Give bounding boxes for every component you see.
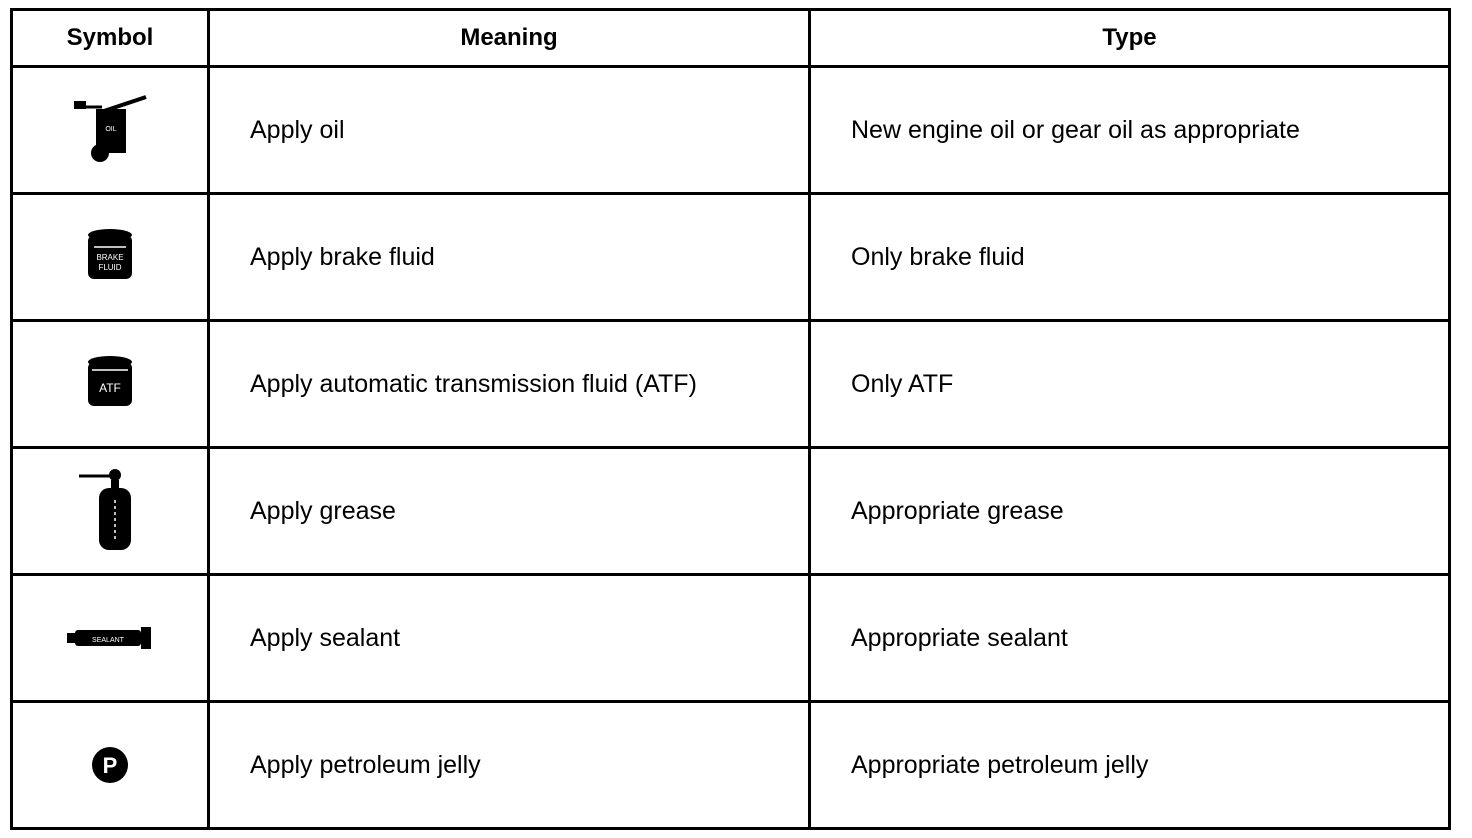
header-meaning: Meaning — [209, 10, 810, 67]
symbol-cell — [12, 702, 209, 829]
svg-text:P: P — [102, 753, 118, 778]
header-symbol: Symbol — [12, 10, 209, 67]
type-cell: Appropriate grease — [810, 448, 1450, 575]
meaning-cell: Apply brake fluid — [209, 194, 810, 321]
table-row — [12, 67, 1450, 194]
type-cell: Appropriate sealant — [810, 575, 1450, 702]
svg-text:ATF: ATF — [99, 381, 121, 395]
table-row — [12, 575, 1450, 702]
svg-text:SEALANT: SEALANT — [92, 637, 124, 644]
header-row — [12, 10, 1450, 67]
type-cell: Appropriate petroleum jelly — [810, 702, 1450, 829]
oil-can-icon — [70, 95, 150, 165]
table-row — [12, 194, 1450, 321]
type-cell: New engine oil or gear oil as appropriate — [810, 67, 1450, 194]
table-row — [12, 448, 1450, 575]
sealant-tube-icon — [65, 623, 155, 653]
grease-gun-icon — [75, 468, 145, 554]
atf-can-icon — [80, 354, 140, 414]
header-type: Type — [810, 10, 1450, 67]
brake-fluid-can-icon — [80, 227, 140, 287]
symbol-cell — [12, 67, 209, 194]
meaning-cell: Apply sealant — [209, 575, 810, 702]
table-row — [12, 702, 1450, 829]
symbol-cell — [12, 321, 209, 448]
svg-text:BRAKE: BRAKE — [96, 253, 124, 262]
symbol-cell — [12, 448, 209, 575]
type-cell: Only ATF — [810, 321, 1450, 448]
svg-text:OIL: OIL — [105, 126, 117, 133]
type-cell: Only brake fluid — [810, 194, 1450, 321]
lubricant-symbols-table — [10, 8, 1451, 830]
meaning-cell: Apply oil — [209, 67, 810, 194]
meaning-cell: Apply grease — [209, 448, 810, 575]
svg-text:FLUID: FLUID — [98, 263, 122, 272]
petroleum-jelly-icon — [90, 745, 130, 785]
symbol-cell — [12, 575, 209, 702]
meaning-cell: Apply automatic transmission fluid (ATF) — [209, 321, 810, 448]
symbol-cell — [12, 194, 209, 321]
meaning-cell: Apply petroleum jelly — [209, 702, 810, 829]
table-row — [12, 321, 1450, 448]
